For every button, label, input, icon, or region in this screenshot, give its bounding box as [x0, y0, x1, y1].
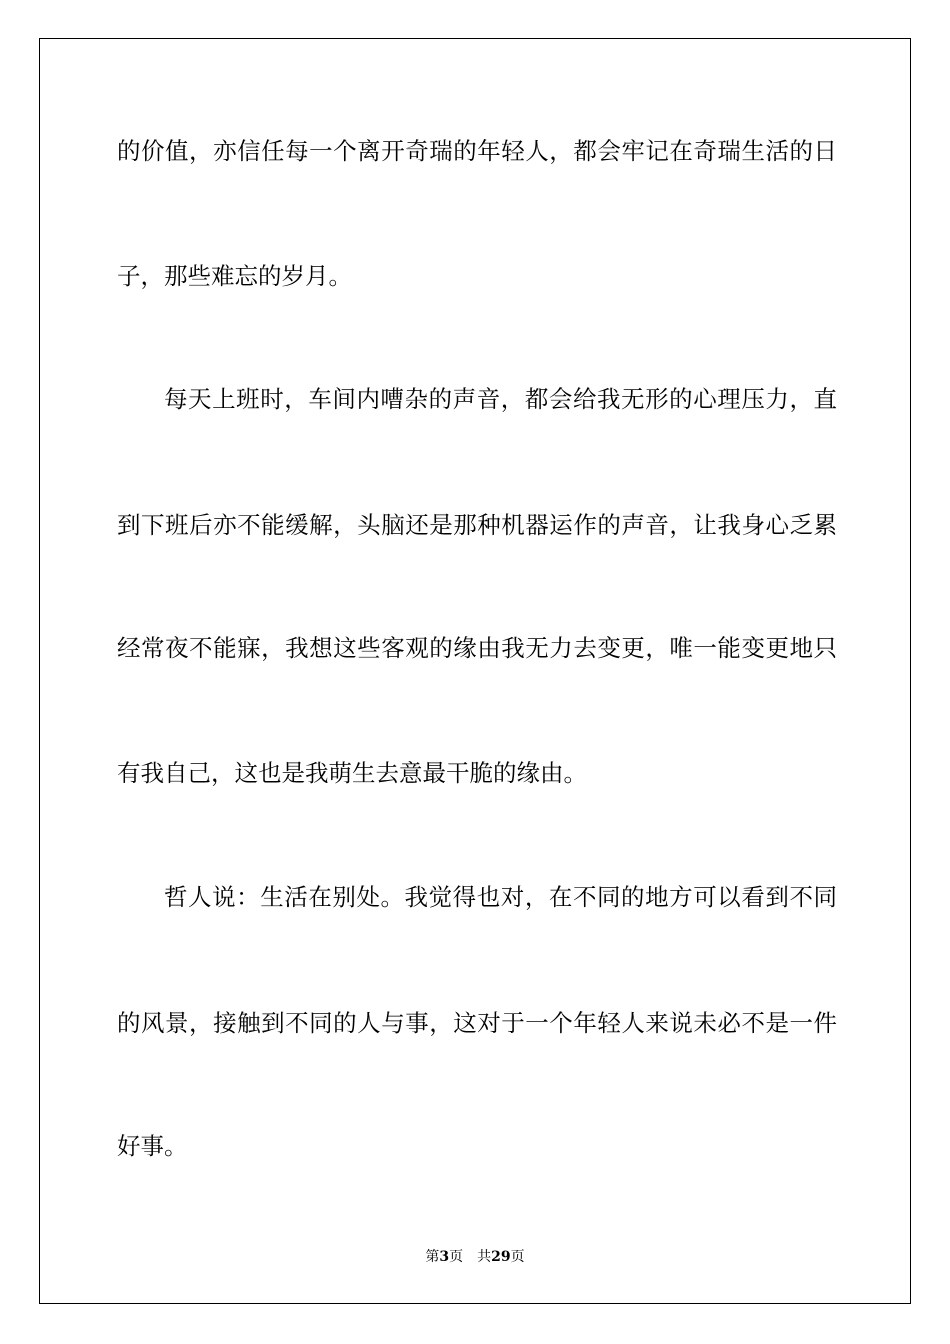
paragraph-line: 的价值，亦信任每一个离开奇瑞的年轻人，都会牢记在奇瑞生活的日 — [117, 137, 837, 165]
paragraph-line: 有我自己，这也是我萌生去意最干脆的缘由。 — [117, 759, 587, 787]
page-number: 3 — [439, 1249, 450, 1265]
page-label-suffix: 页 — [449, 1249, 464, 1265]
total-label-prefix: 共 — [477, 1249, 492, 1265]
paragraph-line: 到下班后亦不能缓解，头脑还是那种机器运作的声音，让我身心乏累 — [117, 511, 837, 539]
total-label-suffix: 页 — [510, 1249, 525, 1265]
paragraph-line: 哲人说：生活在别处。我觉得也对，在不同的地方可以看到不同 — [164, 883, 837, 911]
paragraph-line: 的风景，接触到不同的人与事，这对于一个年轻人来说未必不是一件 — [117, 1009, 837, 1037]
paragraph-line: 好事。 — [117, 1132, 188, 1160]
page-label-prefix: 第 — [425, 1249, 440, 1265]
page-border — [39, 38, 911, 1304]
total-pages: 29 — [491, 1249, 511, 1265]
paragraph-line: 每天上班时，车间内嘈杂的声音，都会给我无形的心理压力，直 — [164, 385, 837, 413]
page-footer — [0, 1248, 950, 1266]
paragraph-line: 经常夜不能寐，我想这些客观的缘由我无力去变更，唯一能变更地只 — [117, 634, 837, 662]
paragraph-line: 子，那些难忘的岁月。 — [117, 262, 352, 290]
